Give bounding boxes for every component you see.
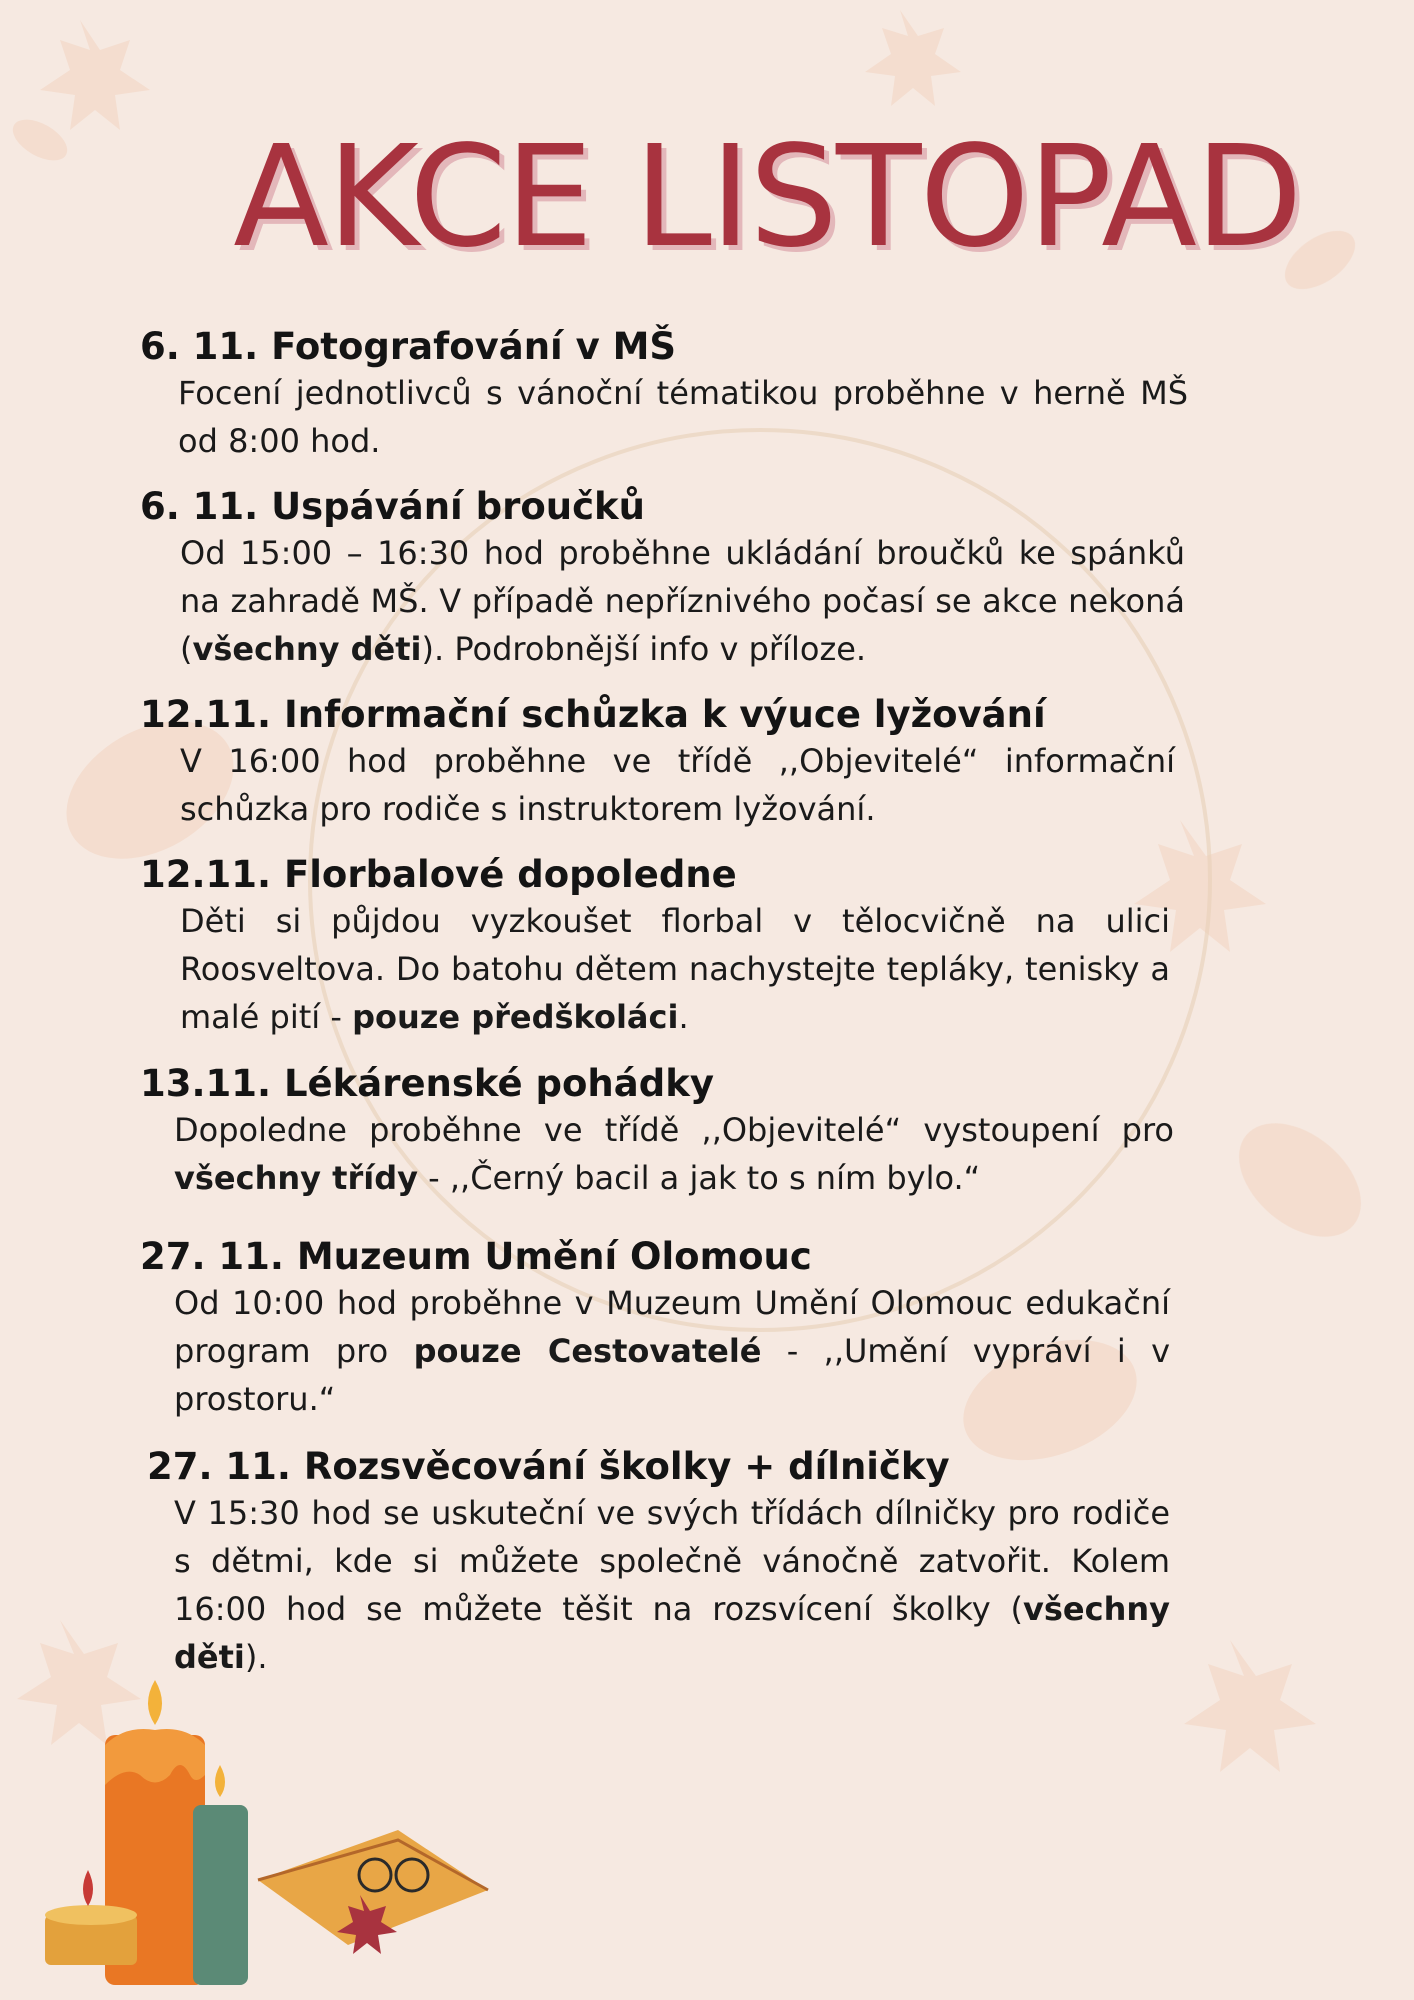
event-description: Od 10:00 hod proběhne v Muzeum Umění Olomouc edukační program pro pouze Cestovatelé - ,,Umění vypráví i v prostoru.“ — [174, 1284, 1170, 1419]
event-heading: 13.11. Lékárenské pohádky — [140, 1062, 714, 1105]
maple-leaf-icon — [337, 1895, 397, 1954]
event-heading: 27. 11. Muzeum Umění Olomouc — [140, 1235, 812, 1278]
event-heading: 12.11. Florbalové dopoledne — [140, 853, 737, 896]
event-description: Od 15:00 – 16:30 hod proběhne ukládání broučků ke spánků na zahradě MŠ. V případě nepříznivého počasí se akce nekoná (všechny děti). Podrobnější info v příloze. — [180, 534, 1185, 669]
event-description: V 16:00 hod proběhne ve třídě ,,Objevitelé“ informační schůzka pro rodiče s instruktorem lyžování. — [180, 742, 1175, 829]
event-description: Dopoledne proběhne ve třídě ,,Objevitelé“ vystoupení pro všechny třídy - ,,Černý bacil a jak to s ním bylo.“ — [174, 1111, 1174, 1198]
event-pharmacy-tales — [140, 1062, 1174, 1202]
candles-illustration — [45, 1680, 488, 1985]
maple-leaf-icon — [40, 20, 150, 130]
event-heading: 6. 11. Uspávání broučků — [140, 485, 645, 528]
event-description: Focení jednotlivců s vánoční tématikou proběhne v herně MŠ od 8:00 hod. — [178, 374, 1188, 461]
event-lighting-workshops — [147, 1445, 1170, 1681]
event-heading: 27. 11. Rozsvěcování školky + dílničky — [147, 1445, 950, 1488]
event-museum — [140, 1235, 1170, 1423]
event-description: V 15:30 hod se uskuteční ve svých třídách dílničky pro rodiče s dětmi, kde si můžete společně vánočně zatvořit. Kolem 16:00 hod se můžete těšit na rozsvícení školky (všechny děti). — [174, 1494, 1170, 1677]
page-title: AKCE LISTOPAD — [233, 116, 1301, 279]
leaf-icon — [1217, 1101, 1382, 1260]
event-description: Děti si půjdou vyzkoušet florbal v tělocvičně na ulici Roosveltova. Do batohu dětem nachystejte tepláky, tenisky a malé pití - pouze předškoláci. — [180, 902, 1170, 1037]
event-bug-sleeping — [140, 485, 1185, 673]
event-ski-meeting — [140, 693, 1175, 833]
maple-leaf-icon — [865, 10, 961, 106]
event-heading: 6. 11. Fotografování v MŠ — [140, 325, 677, 368]
maple-leaf-icon — [17, 1620, 141, 1745]
event-floorball — [140, 853, 1170, 1041]
event-photography — [140, 325, 1188, 465]
maple-leaf-icon — [1184, 1640, 1316, 1772]
event-heading: 12.11. Informační schůzka k výuce lyžování — [140, 693, 1046, 736]
